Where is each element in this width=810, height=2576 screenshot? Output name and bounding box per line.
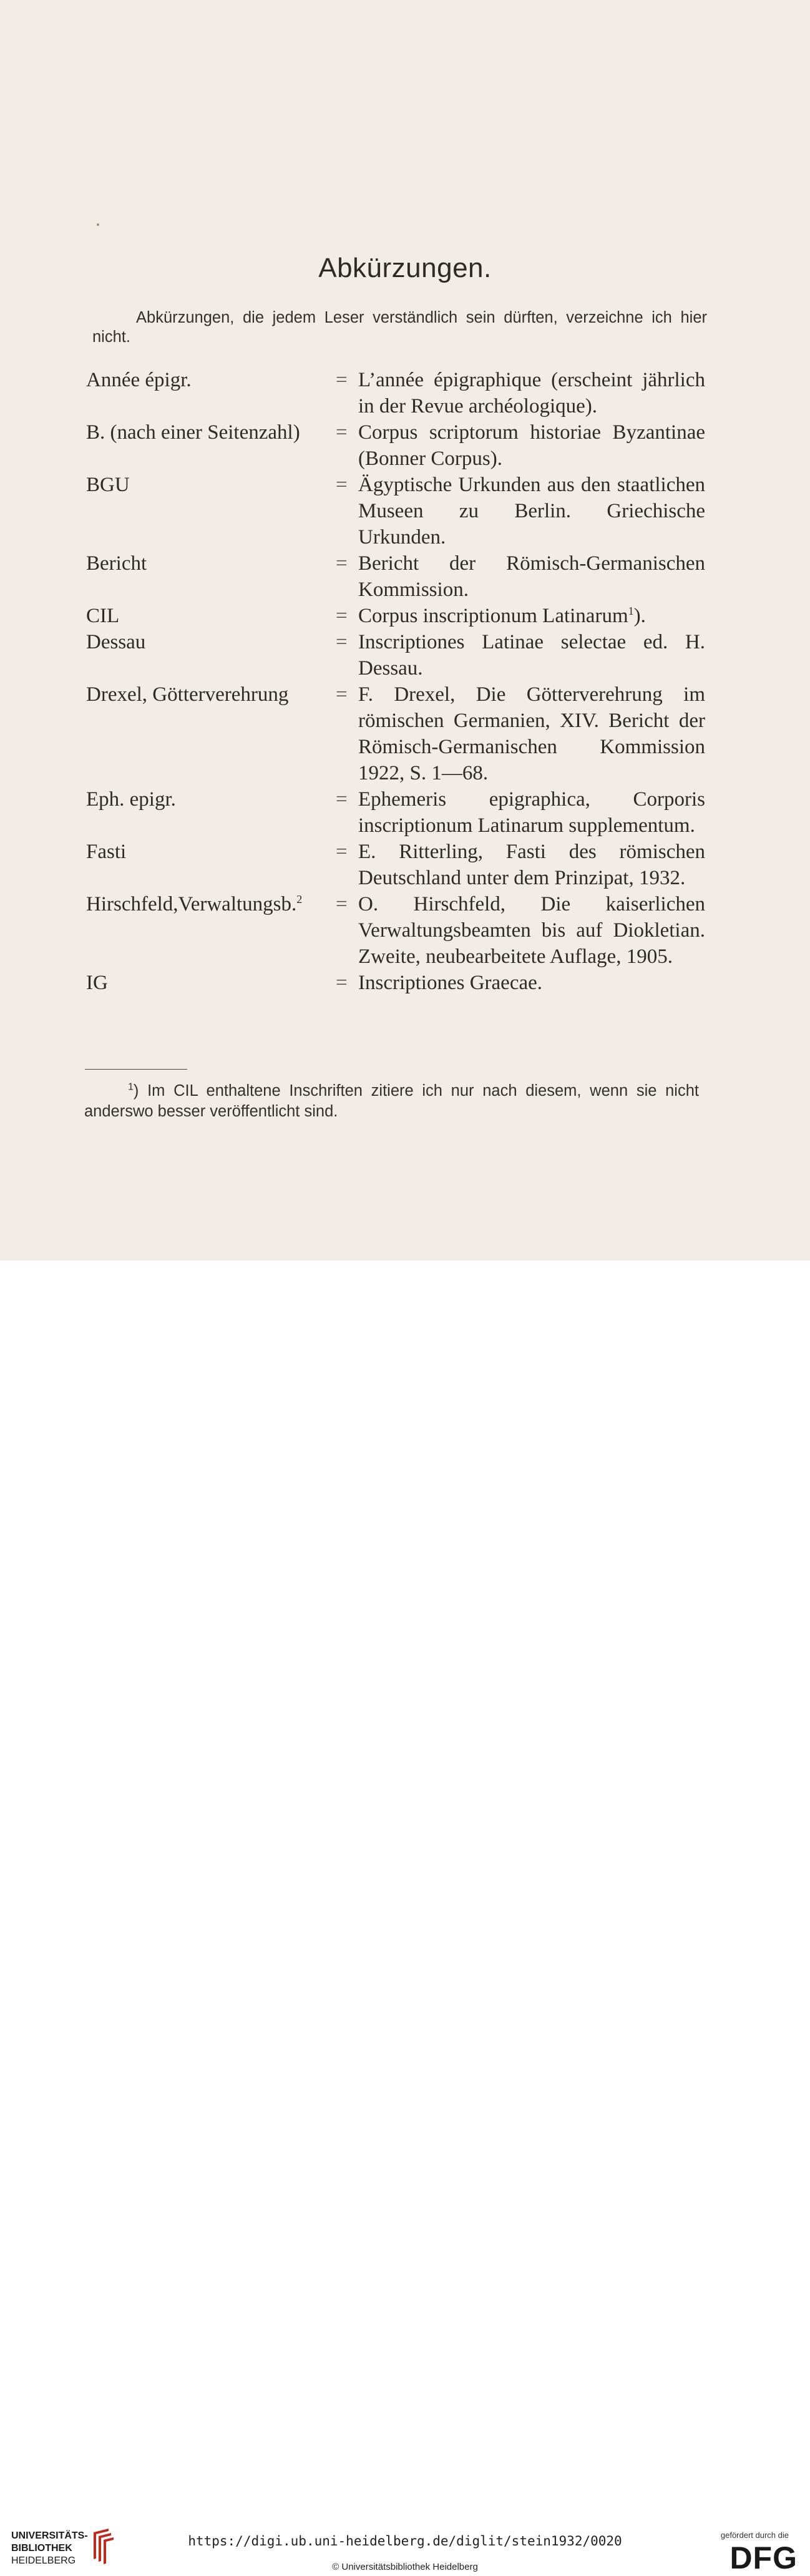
expansion-text: F. Drexel, Die Götterverehrung im römischen Germanien, XIV. Bericht der Römisch-Germanischen Kommission 1922, S. 1—68.	[358, 683, 705, 784]
equals-sign: =	[336, 605, 348, 627]
abbreviation-expansion	[358, 367, 710, 419]
copyright-notice: © Universitätsbibliothek Heidelberg	[332, 2562, 478, 2572]
abbreviation-entry	[86, 603, 710, 629]
expansion-text: L’année épigraphique (erscheint jährlich in der Revue archéologique).	[358, 369, 705, 417]
abbreviation-term	[86, 472, 336, 498]
abbreviation-entry	[86, 891, 710, 970]
abbreviation-entry	[86, 419, 710, 472]
abbreviation-entry	[86, 472, 710, 550]
abbreviation-entry	[86, 786, 710, 839]
abbreviation-expansion	[358, 629, 710, 681]
expansion-text: Ephemeris epigraphica, Corporis inscriptionum Latinarum supplementum.	[358, 788, 705, 837]
abbreviation-term-text: Hirschfeld,Verwaltungsb.	[86, 893, 297, 915]
abbreviation-list	[86, 367, 710, 996]
equals-sign: =	[336, 683, 348, 706]
footnote-text: Im CIL enthaltene Inschriften zitiere ich nur nach diesem, wenn sie nicht anderswo besser veröffentlicht sind.	[84, 1082, 699, 1120]
equals-sign: =	[336, 552, 348, 575]
abbreviation-entry	[86, 681, 710, 786]
expansion-text: Ägyptische Urkunden aus den staatlichen Museen zu Berlin. Griechische Urkunden.	[358, 474, 705, 549]
abbreviation-term-text: Eph. epigr.	[86, 788, 176, 811]
library-name-line1: UNIVERSITÄTS-	[11, 2530, 88, 2541]
intro-paragraph: Abkürzungen, die jedem Leser verständlich sein dürften, verzeichne ich hier nicht.	[92, 309, 707, 346]
abbreviation-term	[86, 891, 336, 917]
abbreviation-term	[86, 786, 336, 812]
abbreviation-term	[86, 367, 336, 393]
viewer-footer	[0, 1261, 810, 2575]
abbreviation-expansion	[358, 839, 710, 891]
equals-sign: =	[336, 631, 348, 653]
footnote-rule	[85, 1069, 187, 1070]
scan-speck	[97, 223, 99, 226]
abbreviation-expansion	[358, 419, 710, 472]
abbreviation-expansion	[358, 891, 710, 970]
abbreviation-term	[86, 970, 336, 996]
abbreviation-expansion	[358, 603, 710, 629]
library-name-line2: BIBLIOTHEK	[11, 2543, 72, 2554]
abbreviation-term-text: B. (nach einer Seitenzahl)	[86, 421, 300, 444]
expansion-text: Bericht der Römisch-Germanischen Kommission.	[358, 552, 705, 601]
abbreviation-expansion	[358, 786, 710, 839]
abbreviation-term-text: Fasti	[86, 841, 127, 863]
permalink-url[interactable]: https://digi.ub.uni-heidelberg.de/diglit/stein1932/0020	[188, 2534, 622, 2549]
abbreviation-term-text: Dessau	[86, 631, 146, 653]
abbreviation-entry	[86, 629, 710, 681]
abbreviation-expansion	[358, 681, 710, 786]
abbreviation-expansion	[358, 970, 710, 996]
equals-sign: =	[336, 788, 348, 811]
abbreviation-term-text: Bericht	[86, 552, 147, 575]
abbreviation-term	[86, 550, 336, 577]
footnote-marker-paren: )	[133, 1082, 139, 1100]
equals-sign: =	[336, 893, 348, 915]
abbreviation-term-text: Année épigr.	[86, 369, 192, 391]
abbreviation-term	[86, 629, 336, 655]
dfg-logo[interactable]: DFG	[729, 2540, 798, 2575]
equals-sign: =	[336, 841, 348, 863]
abbreviation-entry	[86, 550, 710, 603]
equals-sign: =	[336, 421, 348, 444]
expansion-text: Corpus scriptorum historiae Byzantinae (Bonner Corpus).	[358, 421, 705, 470]
abbreviation-term-text: CIL	[86, 605, 120, 627]
funding-note: gefördert durch die	[720, 2530, 789, 2540]
abbreviation-term	[86, 419, 336, 446]
abbreviation-term	[86, 603, 336, 629]
expansion-text: O. Hirschfeld, Die kaiserlichen Verwaltungsbeamten bis auf Diokletian. Zweite, neubearbeitete Auflage, 1905.	[358, 893, 705, 968]
equals-sign: =	[336, 369, 348, 391]
equals-sign: =	[336, 474, 348, 496]
expansion-tail: ).	[633, 605, 646, 627]
footnote-reference: 1	[628, 605, 634, 617]
abbreviation-entry	[86, 970, 710, 996]
footnote-marker: 1	[128, 1081, 134, 1093]
abbreviation-expansion	[358, 550, 710, 603]
page-title: Abkürzungen.	[318, 253, 492, 283]
footnote	[84, 1081, 699, 1122]
expansion-text: E. Ritterling, Fasti des römischen Deutschland unter dem Prinzipat, 1932.	[358, 841, 705, 889]
equals-sign: =	[336, 972, 348, 994]
expansion-text: Corpus inscriptionum Latinarum	[358, 605, 628, 627]
scanned-page	[0, 0, 810, 1261]
abbreviation-entry	[86, 367, 710, 419]
abbreviation-term	[86, 839, 336, 865]
library-name-line3: HEIDELBERG	[11, 2555, 76, 2566]
superscript-edition: 2	[296, 893, 303, 905]
expansion-text: Inscriptiones Latinae selectae ed. H. Dessau.	[358, 631, 705, 680]
abbreviation-term-text: BGU	[86, 474, 130, 496]
abbreviation-term-text: IG	[86, 972, 108, 994]
expansion-text: Inscriptiones Graecae.	[358, 972, 543, 994]
abbreviation-expansion	[358, 472, 710, 550]
abbreviation-term	[86, 681, 336, 708]
abbreviation-term-text: Drexel, Götterverehrung	[86, 683, 289, 706]
abbreviation-entry	[86, 839, 710, 891]
